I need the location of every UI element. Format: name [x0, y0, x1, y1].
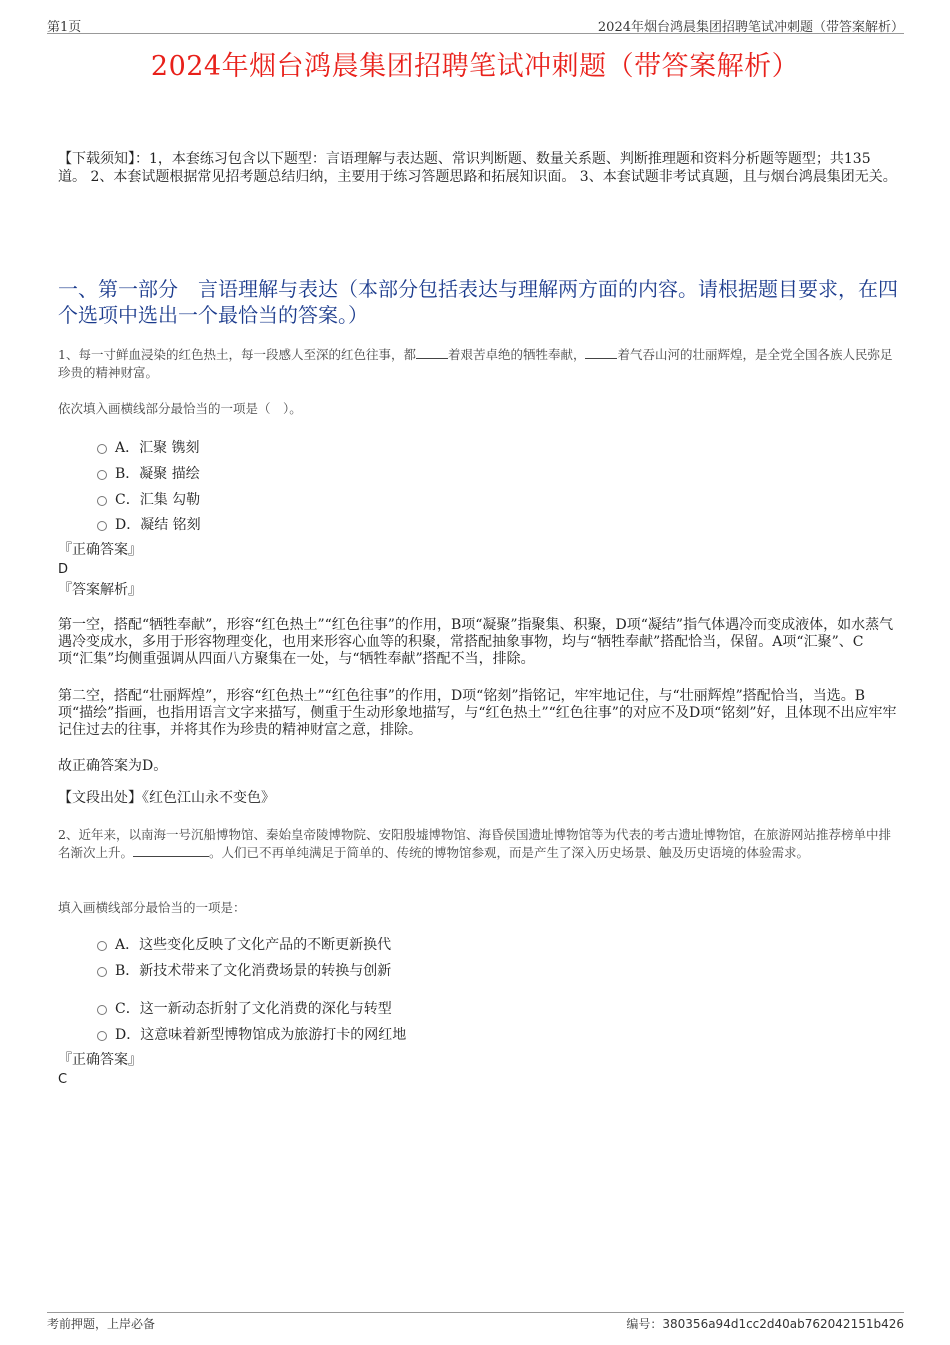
radio-icon[interactable] [97, 521, 107, 531]
radio-icon[interactable] [97, 1005, 107, 1015]
footer-divider [47, 1312, 904, 1313]
radio-icon[interactable] [97, 967, 107, 977]
download-notice: 【下载须知】：1，本套练习包含以下题型：言语理解与表达题、常识判断题、数量关系题、判断推理题和资料分析题等题型；共135道。 2、本套试题根据常见招考题总结归纳，主要用于练习答题思路和拓展知识面。 3、本套试题非考试真题，且与烟台鸿晨集团无关。 [58, 151, 897, 185]
q1-analysis-label: 『答案解析』 [58, 582, 142, 598]
q1-option-d[interactable]: D．凝结 铭刻 [97, 514, 201, 534]
fill-blank-3 [133, 844, 209, 857]
document-title: 2024年烟台鸿晨集团招聘笔试冲刺题（带答案解析） [150, 51, 800, 82]
fill-blank-1 [416, 346, 448, 359]
header-doc-title: 2024年烟台鸿晨集团招聘笔试冲刺题（带答案解析） [597, 20, 904, 35]
q2-option-a[interactable]: A．这些变化反映了文化产品的不断更新换代 [97, 934, 391, 954]
footer-slogan: 考前押题，上岸必备 [47, 1317, 156, 1331]
q2-answer: C [58, 1072, 68, 1087]
q1-answer-label: 『正确答案』 [58, 542, 142, 558]
page-number: 第1页 [47, 20, 82, 35]
radio-icon[interactable] [97, 941, 107, 951]
question-2-prompt: 填入画横线部分最恰当的一项是： [58, 900, 246, 915]
q1-source: 【文段出处】《红色江山永不变色》 [58, 790, 275, 806]
q2-answer-label: 『正确答案』 [58, 1052, 142, 1068]
q1-answer: D [58, 562, 69, 577]
q1-analysis-paragraph-2: 第二空，搭配“壮丽辉煌”，形容“红色热土”“红色往事”的作用，D项“铭刻”指铭记，牢牢地记住，与“壮丽辉煌”搭配恰当，当选。B项“描绘”指画，也指用语言文字来描写，侧重于生动形象地描写，与“红色热土”“红色往事”的对应不及D项“铭刻”好，且体现不出应牢牢记住过去的往事，并将其作为珍贵的精神财富之意，排除。 [58, 688, 897, 738]
q1-option-b[interactable]: B．凝聚 描绘 [97, 463, 200, 483]
q2-option-b[interactable]: B．新技术带来了文化消费场景的转换与创新 [97, 960, 391, 980]
radio-icon[interactable] [97, 1031, 107, 1041]
section-heading: 一、第一部分 言语理解与表达（本部分包括表达与理解两方面的内容。请根据题目要求，在四个选项中选出一个最恰当的答案。） [58, 277, 898, 327]
serial-code: 380356a94d1cc2d40ab762042151b426 [662, 1317, 904, 1331]
radio-icon[interactable] [97, 496, 107, 506]
fill-blank-2 [585, 346, 617, 359]
radio-icon[interactable] [97, 470, 107, 480]
header-divider [47, 33, 904, 34]
q2-option-c[interactable]: C．这一新动态折射了文化消费的深化与转型 [97, 998, 392, 1018]
question-2-stem: 2、近年来，以南海一号沉船博物馆、秦始皇帝陵博物院、安阳殷墟博物馆、海昏侯国遗址博物馆等为代表的考古遗址博物馆，在旅游网站推荐榜单中排名渐次上升。 。人们已不再单纯满足于简单的、传统的博物馆参观，而是产生了深入历史场景、触及历史语境的体验需求。 [58, 827, 891, 860]
q1-conclusion: 故正确答案为D。 [58, 758, 168, 774]
radio-icon[interactable] [97, 444, 107, 454]
q1-option-c[interactable]: C．汇集 勾勒 [97, 489, 200, 509]
q1-option-a[interactable]: A．汇聚 镌刻 [97, 437, 200, 457]
footer-serial: 编号：380356a94d1cc2d40ab762042151b426 [626, 1317, 904, 1331]
question-1-prompt: 依次填入画横线部分最恰当的一项是（ ）。 [58, 401, 302, 416]
q2-option-d[interactable]: D．这意味着新型博物馆成为旅游打卡的网红地 [97, 1024, 406, 1044]
question-1-stem: 1、每一寸鲜血浸染的红色热土，每一段感人至深的红色往事，都 着艰苦卓绝的牺牲奉献， 着气吞山河的壮丽辉煌，是全党全国各族人民弥足珍贵的精神财富。 [58, 347, 893, 380]
q1-analysis-paragraph-1: 第一空，搭配“牺牲奉献”，形容“红色热土”“红色往事”的作用，B项“凝聚”指聚集、积聚，D项“凝结”指气体遇冷而变成液体，如水蒸气遇冷变成水，多用于形容物理变化，也用来形容心血等的积聚，常搭配抽象事物，均与“牺牲奉献”搭配恰当，保留。A项“汇聚”、C项“汇集”均侧重强调从四面八方聚集在一处，与“牺牲奉献”搭配不当，排除。 [58, 617, 894, 667]
